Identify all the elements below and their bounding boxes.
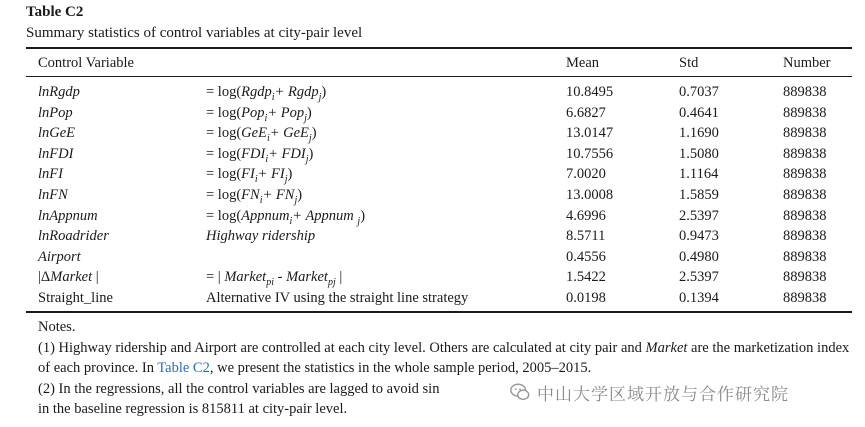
- table-label: Table C2: [26, 4, 84, 20]
- row-variable-name: |ΔMarket |: [38, 269, 99, 286]
- row-mean: 10.7556: [566, 145, 614, 162]
- note-2-continued: in the baseline regression is 815811 at city-pair level.: [38, 401, 348, 417]
- row-number: 889838: [783, 84, 827, 100]
- row-variable-name: lnAppnum: [38, 207, 98, 224]
- row-variable-name: Airport: [38, 248, 81, 265]
- row-variable-name: lnFDI: [38, 145, 74, 162]
- row-std: 1.1164: [679, 166, 719, 183]
- row-variable-name: Straight_line: [38, 290, 113, 306]
- row-mean: 0.4556: [566, 248, 606, 265]
- row-definition: = $\log(FN_i+ FN_j)$: [206, 187, 303, 206]
- row-mean: 0.0198: [566, 290, 606, 306]
- header-rule: [26, 76, 852, 77]
- row-definition: = $\log(FDI_i+ FDI_j)$: [206, 145, 314, 165]
- row-variable-name: lnGeE: [38, 125, 76, 142]
- bottom-rule: [26, 311, 852, 313]
- column-header-mean: Mean: [566, 55, 600, 71]
- row-std: 0.9473: [679, 228, 719, 245]
- top-rule: [26, 47, 852, 49]
- row-std: 1.5859: [679, 187, 719, 203]
- row-number: 889838: [783, 290, 827, 306]
- row-std: 1.5080: [679, 145, 719, 162]
- row-mean: 8.5711: [566, 228, 606, 245]
- watermark-text: 中山大学区域开放与合作研究院: [537, 384, 789, 405]
- row-std: 2.5397: [679, 207, 719, 224]
- row-number: 889838: [783, 269, 827, 286]
- row-definition: Alternative IV using the straight line strategy: [206, 290, 469, 306]
- note-1: (1) Highway ridership and Airport are controlled at each city level. Others are calculated at city pair and Market are the marketization index of each province. In Table C2, we present the statistics in the whole sample period, 2005–2015.: [38, 339, 850, 376]
- row-number: 889838: [783, 228, 827, 245]
- column-header-number: Number: [783, 55, 831, 71]
- row-number: 889838: [783, 187, 827, 203]
- row-std: 0.7037: [679, 84, 719, 100]
- column-header-variable: Control Variable: [38, 55, 134, 71]
- row-variable-name: lnPop: [38, 104, 73, 121]
- row-variable-name: lnFI: [38, 166, 63, 183]
- row-mean: 13.0147: [566, 125, 614, 142]
- row-definition: = log(Pop$_i$+ Pop$_j$): [206, 104, 312, 124]
- note-2: (2) In the regressions, all the control variables are lagged to avoid sin: [38, 380, 440, 397]
- row-mean: 4.6996: [566, 207, 606, 224]
- row-definition: Highway ridership: [206, 228, 316, 245]
- row-std: 0.1394: [679, 290, 719, 306]
- row-definition: = log(Appnum$_i$+ Appnum $_j$): [206, 207, 366, 227]
- table-c2-link[interactable]: Table C2: [157, 360, 210, 376]
- column-header-std: Std: [679, 55, 699, 71]
- row-definition: = log(Rgdp$_i$+ Rgdp$_j$): [206, 84, 327, 103]
- row-std: 0.4980: [679, 248, 719, 265]
- row-mean: 13.0008: [566, 187, 614, 203]
- watermark: [505, 378, 793, 406]
- row-variable-name: lnRgdp: [38, 84, 80, 100]
- row-number: 889838: [783, 166, 827, 183]
- row-number: 889838: [783, 248, 827, 265]
- row-std: 2.5397: [679, 269, 719, 286]
- row-variable-name: lnFN: [38, 187, 68, 203]
- row-mean: 10.8495: [566, 84, 614, 100]
- row-mean: 7.0020: [566, 166, 606, 183]
- row-mean: 1.5422: [566, 269, 606, 286]
- row-definition: = log(GeE$_i$+ GeE$_j$): [206, 125, 317, 145]
- row-variable-name: lnRoadrider: [38, 228, 109, 245]
- row-number: 889838: [783, 104, 827, 121]
- notes-heading: Notes.: [38, 319, 76, 335]
- row-definition: = $\log(FI_i+ FI_j)$: [206, 166, 293, 186]
- row-number: 889838: [783, 125, 827, 142]
- row-mean: 6.6827: [566, 104, 606, 121]
- wechat-icon: [509, 381, 531, 403]
- row-definition: = | Market$_{pi}$ - Market$_{pj}$ |: [206, 269, 343, 289]
- row-std: 1.1690: [679, 125, 719, 142]
- table-title: Summary statistics of control variables at city-pair level: [26, 25, 363, 41]
- row-number: 889838: [783, 207, 827, 224]
- row-number: 889838: [783, 145, 827, 162]
- row-std: 0.4641: [679, 104, 719, 121]
